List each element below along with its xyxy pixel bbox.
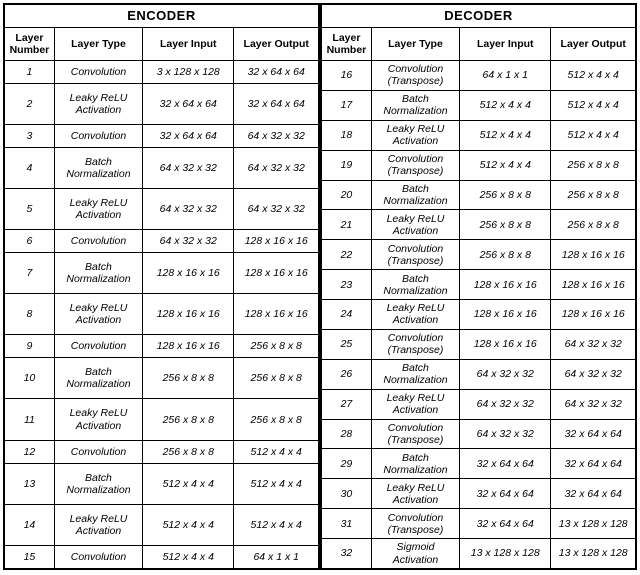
layer-number-cell: 18 <box>321 120 371 150</box>
table-row <box>321 509 636 539</box>
layer-output-cell: 64 x 1 x 1 <box>234 545 319 569</box>
layer-type-cell: Batch Normalization <box>371 449 459 479</box>
layer-number-cell: 10 <box>4 358 54 399</box>
layer-number-cell: 11 <box>4 399 54 440</box>
encoder-header-row <box>4 28 319 61</box>
layer-number-cell: 30 <box>321 479 371 509</box>
layer-number-cell: 27 <box>321 389 371 419</box>
layer-output-cell: 32 x 64 x 64 <box>234 61 319 84</box>
layer-type-cell: Leaky ReLU Activation <box>54 189 142 230</box>
decoder-title-row <box>321 4 636 28</box>
layer-output-cell: 512 x 4 x 4 <box>234 504 319 545</box>
layer-input-cell: 64 x 1 x 1 <box>460 61 551 91</box>
table-row <box>321 389 636 419</box>
layer-input-cell: 32 x 64 x 64 <box>143 125 234 148</box>
table-row <box>321 61 636 91</box>
table-row <box>4 125 319 148</box>
table-row <box>4 189 319 230</box>
table-row <box>4 463 319 504</box>
table-row <box>321 120 636 150</box>
layer-output-cell: 32 x 64 x 64 <box>551 419 636 449</box>
layer-output-cell: 512 x 4 x 4 <box>234 440 319 463</box>
layer-number-cell: 24 <box>321 300 371 330</box>
layer-input-cell: 128 x 16 x 16 <box>143 335 234 358</box>
table-row <box>4 545 319 569</box>
layer-number-cell: 26 <box>321 359 371 389</box>
layer-output-cell: 13 x 128 x 128 <box>551 509 636 539</box>
layer-output-cell: 128 x 16 x 16 <box>551 240 636 270</box>
layer-output-cell: 64 x 32 x 32 <box>234 125 319 148</box>
table-row <box>4 294 319 335</box>
table-row <box>321 419 636 449</box>
layer-type-cell: Convolution (Transpose) <box>371 419 459 449</box>
layer-output-cell: 512 x 4 x 4 <box>551 61 636 91</box>
layer-number-cell: 4 <box>4 147 54 188</box>
layer-number-cell: 3 <box>4 125 54 148</box>
layer-type-cell: Convolution (Transpose) <box>371 150 459 180</box>
table-row <box>321 150 636 180</box>
layer-input-cell: 64 x 32 x 32 <box>143 147 234 188</box>
layer-input-cell: 32 x 64 x 64 <box>460 509 551 539</box>
layer-number-cell: 17 <box>321 90 371 120</box>
decoder-title: DECODER <box>321 4 636 28</box>
layer-input-cell: 64 x 32 x 32 <box>460 359 551 389</box>
table-row <box>4 440 319 463</box>
layer-type-cell: Convolution <box>54 440 142 463</box>
layer-number-cell: 7 <box>4 253 54 294</box>
layer-type-cell: Convolution (Transpose) <box>371 329 459 359</box>
layer-output-cell: 128 x 16 x 16 <box>234 253 319 294</box>
layer-type-cell: Batch Normalization <box>54 463 142 504</box>
layer-input-cell: 256 x 8 x 8 <box>460 210 551 240</box>
layer-number-cell: 31 <box>321 509 371 539</box>
layer-number-cell: 2 <box>4 83 54 124</box>
layer-type-cell: Leaky ReLU Activation <box>54 399 142 440</box>
table-row <box>4 230 319 253</box>
table-row <box>4 147 319 188</box>
table-row <box>321 240 636 270</box>
layer-number-cell: 5 <box>4 189 54 230</box>
table-row <box>321 300 636 330</box>
table-row <box>4 335 319 358</box>
table-row <box>321 180 636 210</box>
table-row <box>321 329 636 359</box>
table-row <box>321 479 636 509</box>
layer-input-cell: 128 x 16 x 16 <box>143 294 234 335</box>
layer-input-cell: 13 x 128 x 128 <box>460 539 551 570</box>
layer-number-cell: 20 <box>321 180 371 210</box>
table-row <box>321 539 636 570</box>
layer-type-cell: Batch Normalization <box>371 180 459 210</box>
layer-number-cell: 22 <box>321 240 371 270</box>
decoder-table <box>320 3 637 570</box>
layer-number-cell: 32 <box>321 539 371 570</box>
layer-output-cell: 256 x 8 x 8 <box>551 150 636 180</box>
layer-input-cell: 128 x 16 x 16 <box>460 300 551 330</box>
layer-input-cell: 128 x 16 x 16 <box>143 253 234 294</box>
layer-input-cell: 64 x 32 x 32 <box>460 389 551 419</box>
layer-output-cell: 13 x 128 x 128 <box>551 539 636 570</box>
layer-output-cell: 256 x 8 x 8 <box>234 335 319 358</box>
layer-input-cell: 512 x 4 x 4 <box>460 120 551 150</box>
decoder-header-layer-input: Layer Input <box>460 28 551 61</box>
layer-input-cell: 512 x 4 x 4 <box>460 150 551 180</box>
layer-output-cell: 512 x 4 x 4 <box>234 463 319 504</box>
layer-output-cell: 64 x 32 x 32 <box>551 389 636 419</box>
encoder-header-layer-output: Layer Output <box>234 28 319 61</box>
layer-type-cell: Leaky ReLU Activation <box>371 210 459 240</box>
layer-number-cell: 13 <box>4 463 54 504</box>
encoder-title-row <box>4 4 319 28</box>
layer-number-cell: 15 <box>4 545 54 569</box>
table-row <box>321 270 636 300</box>
layer-input-cell: 64 x 32 x 32 <box>460 419 551 449</box>
table-row <box>321 359 636 389</box>
layer-type-cell: Convolution <box>54 61 142 84</box>
layer-type-cell: Convolution (Transpose) <box>371 240 459 270</box>
layer-output-cell: 256 x 8 x 8 <box>234 399 319 440</box>
encoder-table <box>3 3 320 570</box>
encoder-title: ENCODER <box>4 4 319 28</box>
layer-number-cell: 16 <box>321 61 371 91</box>
layer-type-cell: Batch Normalization <box>371 359 459 389</box>
table-row <box>321 449 636 479</box>
decoder-header-layer-number: Layer Number <box>321 28 371 61</box>
layer-input-cell: 64 x 32 x 32 <box>143 189 234 230</box>
layer-input-cell: 32 x 64 x 64 <box>143 83 234 124</box>
table-row <box>4 61 319 84</box>
layer-output-cell: 512 x 4 x 4 <box>551 120 636 150</box>
layer-number-cell: 28 <box>321 419 371 449</box>
layer-type-cell: Leaky ReLU Activation <box>54 294 142 335</box>
layer-input-cell: 512 x 4 x 4 <box>460 90 551 120</box>
layer-number-cell: 21 <box>321 210 371 240</box>
layer-type-cell: Batch Normalization <box>371 270 459 300</box>
encoder-header-layer-type: Layer Type <box>54 28 142 61</box>
decoder-header-layer-output: Layer Output <box>551 28 636 61</box>
layer-input-cell: 64 x 32 x 32 <box>143 230 234 253</box>
layer-output-cell: 128 x 16 x 16 <box>551 270 636 300</box>
layer-type-cell: Leaky ReLU Activation <box>54 504 142 545</box>
layer-type-cell: Leaky ReLU Activation <box>371 389 459 419</box>
table-row <box>321 210 636 240</box>
layer-number-cell: 19 <box>321 150 371 180</box>
layer-output-cell: 128 x 16 x 16 <box>234 230 319 253</box>
layer-number-cell: 6 <box>4 230 54 253</box>
layer-input-cell: 128 x 16 x 16 <box>460 270 551 300</box>
table-row <box>321 90 636 120</box>
layer-input-cell: 256 x 8 x 8 <box>460 180 551 210</box>
layer-output-cell: 32 x 64 x 64 <box>551 449 636 479</box>
encoder-header-layer-number: Layer Number <box>4 28 54 61</box>
layer-type-cell: Batch Normalization <box>54 358 142 399</box>
layer-type-cell: Convolution (Transpose) <box>371 61 459 91</box>
layer-type-cell: Sigmoid Activation <box>371 539 459 570</box>
layer-input-cell: 512 x 4 x 4 <box>143 545 234 569</box>
layer-input-cell: 256 x 8 x 8 <box>143 440 234 463</box>
layer-input-cell: 256 x 8 x 8 <box>143 399 234 440</box>
layer-output-cell: 128 x 16 x 16 <box>551 300 636 330</box>
table-row <box>4 253 319 294</box>
layer-type-cell: Convolution <box>54 125 142 148</box>
encoder-header-layer-input: Layer Input <box>143 28 234 61</box>
layer-input-cell: 32 x 64 x 64 <box>460 479 551 509</box>
layer-input-cell: 32 x 64 x 64 <box>460 449 551 479</box>
layer-type-cell: Leaky ReLU Activation <box>371 479 459 509</box>
layer-input-cell: 256 x 8 x 8 <box>143 358 234 399</box>
layer-output-cell: 64 x 32 x 32 <box>234 189 319 230</box>
layer-output-cell: 256 x 8 x 8 <box>551 180 636 210</box>
layer-output-cell: 64 x 32 x 32 <box>551 359 636 389</box>
layer-number-cell: 29 <box>321 449 371 479</box>
layer-number-cell: 14 <box>4 504 54 545</box>
layer-output-cell: 64 x 32 x 32 <box>234 147 319 188</box>
layer-input-cell: 512 x 4 x 4 <box>143 463 234 504</box>
layer-output-cell: 256 x 8 x 8 <box>234 358 319 399</box>
layer-type-cell: Convolution <box>54 230 142 253</box>
table-row <box>4 358 319 399</box>
layer-type-cell: Leaky ReLU Activation <box>371 120 459 150</box>
decoder-header-row <box>321 28 636 61</box>
layer-number-cell: 8 <box>4 294 54 335</box>
layer-number-cell: 23 <box>321 270 371 300</box>
layer-output-cell: 64 x 32 x 32 <box>551 329 636 359</box>
layer-output-cell: 32 x 64 x 64 <box>234 83 319 124</box>
decoder-section <box>320 3 637 572</box>
layer-type-cell: Leaky ReLU Activation <box>371 300 459 330</box>
layer-type-cell: Convolution <box>54 335 142 358</box>
layer-number-cell: 25 <box>321 329 371 359</box>
layer-input-cell: 3 x 128 x 128 <box>143 61 234 84</box>
table-row <box>4 83 319 124</box>
layer-output-cell: 32 x 64 x 64 <box>551 479 636 509</box>
layer-input-cell: 128 x 16 x 16 <box>460 329 551 359</box>
layer-type-cell: Convolution <box>54 545 142 569</box>
layer-output-cell: 512 x 4 x 4 <box>551 90 636 120</box>
layer-output-cell: 256 x 8 x 8 <box>551 210 636 240</box>
layer-type-cell: Batch Normalization <box>54 147 142 188</box>
layer-type-cell: Batch Normalization <box>54 253 142 294</box>
layer-number-cell: 12 <box>4 440 54 463</box>
layer-input-cell: 256 x 8 x 8 <box>460 240 551 270</box>
table-row <box>4 504 319 545</box>
encoder-section <box>3 3 320 572</box>
layer-output-cell: 128 x 16 x 16 <box>234 294 319 335</box>
layer-input-cell: 512 x 4 x 4 <box>143 504 234 545</box>
decoder-header-layer-type: Layer Type <box>371 28 459 61</box>
layer-number-cell: 1 <box>4 61 54 84</box>
table-row <box>4 399 319 440</box>
layer-type-cell: Batch Normalization <box>371 90 459 120</box>
layer-type-cell: Convolution (Transpose) <box>371 509 459 539</box>
layer-number-cell: 9 <box>4 335 54 358</box>
layer-type-cell: Leaky ReLU Activation <box>54 83 142 124</box>
